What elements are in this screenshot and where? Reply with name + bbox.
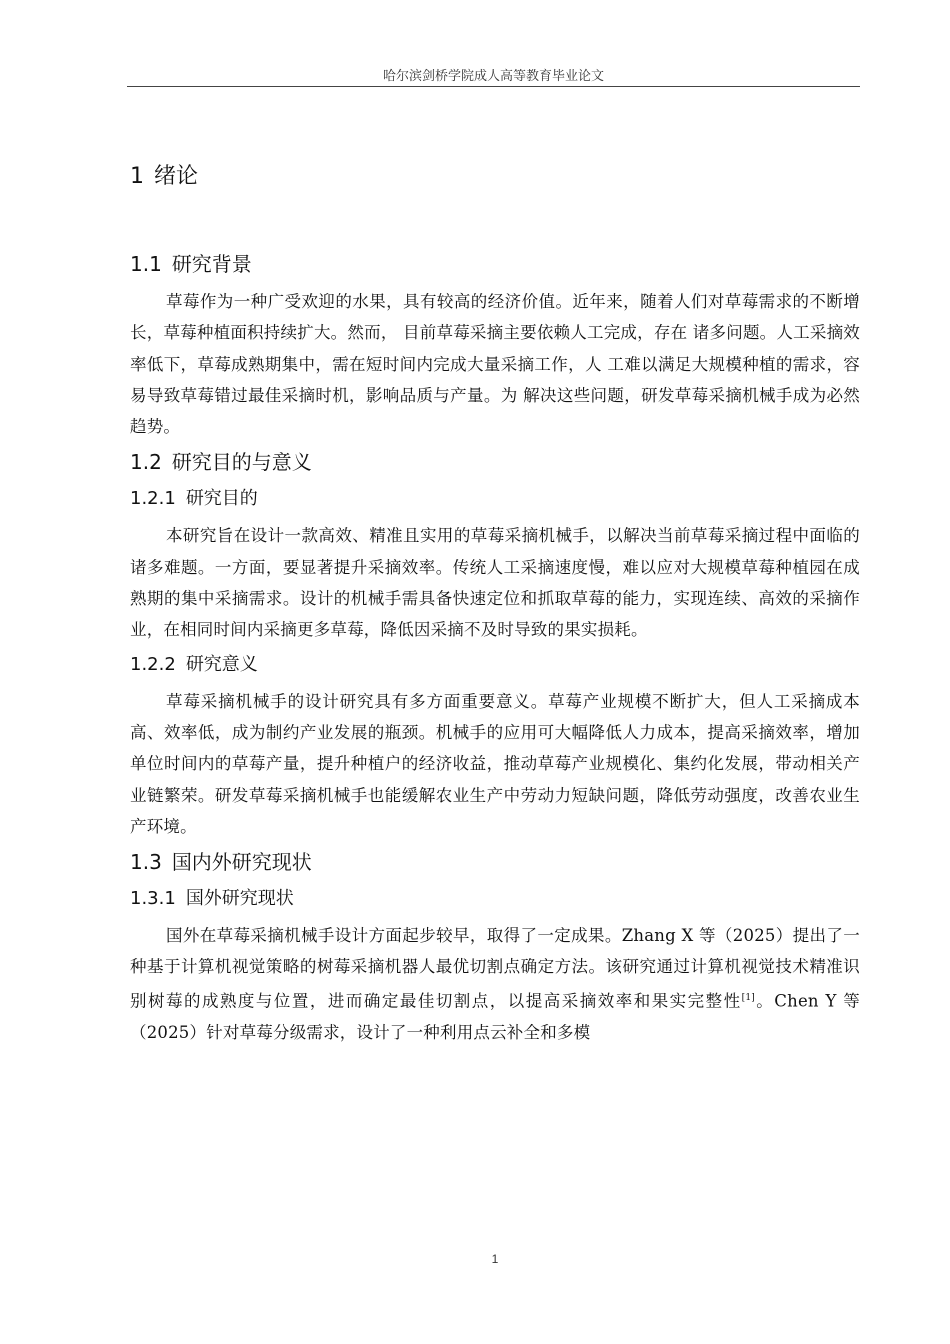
subsection-heading-1-2-2 [130,650,860,680]
chapter-heading [130,160,860,194]
heading-title: 国外研究现状 [185,888,294,910]
heading-number: 1.3.1 [130,888,176,910]
paragraph-text: 。Chen Y 等（2025）针对草莓分级需求，设计了一种利用点云补全和多模 [130,991,860,1042]
running-header: 哈尔滨剑桥学院成人高等教育毕业论文 [382,69,604,84]
section-heading-1-3 [130,846,860,878]
citation-ref[interactable]: [1] [741,992,756,1003]
header-divider [127,86,860,87]
heading-title: 国内外研究现状 [171,850,312,875]
paragraph-background: 草莓作为一种广受欢迎的水果，具有较高的经济价值。近年来，随着人们对草莓需求的不断增长，草莓种植面积持续扩大。然而， 目前草莓采摘主要依赖人工完成，存在 诸多问题。人工采摘效率低下，草莓成熟期集中，需在短时间内完成大量采摘工作，人 工难以满足大规模种植的需求，容易导致草莓错过最佳采摘时机，影响品质与产量。为 解决这些问题，研发草莓采摘机械手成为必然趋势。 [130,292,860,437]
section-heading-1-2 [130,446,860,478]
heading-number: 1.1 [130,252,162,276]
paragraph-significance: 草莓采摘机械手的设计研究具有多方面重要意义。草莓产业规模不断扩大，但人工采摘成本高、效率低，成为制约产业发展的瓶颈。机械手的应用可大幅降低人力成本，提高采摘效率，增加单位时间内的草莓产量，提升种植户的经济收益，推动草莓产业规模化、集约化发展，带动相关产业链繁荣。研发草莓采摘机械手也能缓解农业生产中劳动力短缺问题，降低劳动强度，改善农业生产环境。 [130,691,860,836]
heading-number: 1.3 [130,850,162,875]
heading-title: 研究目的 [185,488,258,510]
paragraph-text: 国外在草莓采摘机械手设计方面起步较早，取得了一定成果。Zhang X 等（2025）提出了一种基于计算机视觉策略的树莓采摘机器人最优切割点确定方法。该研究通过计算机视觉技术精准识别树莓的成熟度与位置，进而确定最佳切割点，以提高采摘效率和果实完整性 [130,926,860,1011]
page-number: 1 [491,1252,499,1266]
heading-number: 1 [130,164,144,189]
heading-title: 研究意义 [185,653,258,675]
paragraph-foreign-research [130,920,860,1048]
heading-title: 研究背景 [171,252,252,276]
heading-number: 1.2.2 [130,653,176,675]
heading-title: 绪论 [154,164,199,189]
heading-title: 研究目的与意义 [171,450,312,475]
heading-number: 1.2 [130,450,162,475]
heading-number: 1.2.1 [130,488,176,510]
subsection-heading-1-2-1 [130,484,860,514]
section-heading-1-1 [130,248,860,280]
subsection-heading-1-3-1 [130,884,860,914]
body-content [130,160,860,1052]
paragraph-purpose: 本研究旨在设计一款高效、精准且实用的草莓采摘机械手，以解决当前草莓采摘过程中面临的诸多难题。一方面，要显著提升采摘效率。传统人工采摘速度慢，难以应对大规模草莓种植园在成熟期的集中采摘需求。设计的机械手需具备快速定位和抓取草莓的能力，实现连续、高效的采摘作业，在相同时间内采摘更多草莓，降低因采摘不及时导致的果实损耗。 [130,526,860,640]
